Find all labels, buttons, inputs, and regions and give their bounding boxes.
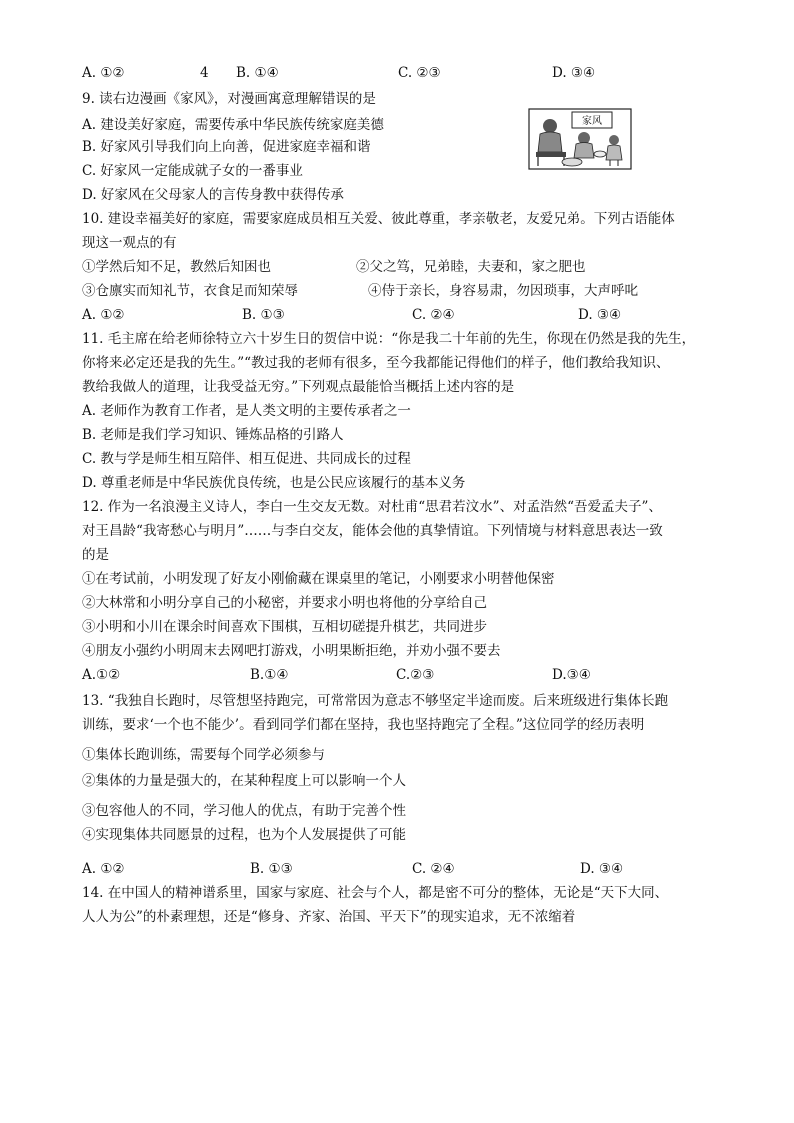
q11-choice-d: D. 尊重老师是中华民族优良传统，也是公民应该履行的基本义务: [82, 475, 466, 491]
q12-option-a: A.①②: [82, 667, 121, 683]
q12-option-c: C.②③: [396, 667, 435, 683]
q13-statement-1: ①集体长跑训练，需要每个同学必须参与: [82, 747, 325, 763]
q13-option-c: C. ②④: [412, 861, 455, 877]
q10-statement-2: ②父之笃，兄弟睦，夫妻和，家之肥也: [356, 259, 586, 275]
q8-option-b: B. ①④: [236, 65, 279, 81]
cartoon-title: 家风: [582, 116, 602, 127]
q11-choice-b: B. 老师是我们学习知识、锤炼品格的引路人: [82, 427, 344, 443]
q10-option-c: C. ②④: [412, 307, 455, 323]
q13-option-b: B. ①③: [250, 861, 293, 877]
q10-option-d: D. ③④: [578, 307, 622, 323]
q12-stem-line-3: 的是: [82, 547, 109, 563]
q9-choice-b: B. 好家风引导我们向上向善，促进家庭幸福和谐: [82, 139, 371, 155]
q10-statement-4: ④侍于亲长，身容易肃，勿因琐事，大声呼叱: [368, 283, 638, 299]
q10-stem-line-2: 现这一观点的有: [82, 235, 177, 251]
family-tradition-cartoon: [528, 108, 632, 170]
q14-stem-line-1: 14. 在中国人的精神谱系里，国家与家庭、社会与个人，都是密不可分的整体，无论是“天下大同、: [82, 885, 669, 901]
q9-choice-a: A. 建设美好家庭，需要传承中华民族传统家庭美德: [82, 117, 384, 133]
q14-stem-line-2: 人人为公”的朴素理想，还是“修身、齐家、治国、平天下”的现实追求，无不浓缩着: [82, 909, 576, 925]
q10-statement-3: ③仓廪实而知礼节，衣食足而知荣辱: [82, 283, 298, 299]
q11-stem-line-2: 你将来必定还是我的先生。”“教过我的老师有很多，至今我都能记得他们的样子，他们教给我知识、: [82, 355, 670, 371]
q12-statement-4: ④朋友小强约小明周末去网吧打游戏，小明果断拒绝，并劝小强不要去: [82, 643, 501, 659]
q8-option-d: D. ③④: [552, 65, 596, 81]
q13-option-a: A. ①②: [82, 861, 125, 877]
q12-statement-3: ③小明和小川在课余时间喜欢下围棋，互相切磋提升棋艺，共同进步: [82, 619, 487, 635]
q10-statement-1: ①学然后知不足，教然后知困也: [82, 259, 271, 275]
q13-stem-line-1: 13. “我独自长跑时，尽管想坚持跑完，可常常因为意志不够坚定半途而废。后来班级进行集体长跑: [82, 693, 669, 709]
q11-stem-line-3: 教给我做人的道理，让我受益无穷。”下列观点最能恰当概括上述内容的是: [82, 379, 515, 395]
q10-option-b: B. ①③: [242, 307, 285, 323]
q11-choice-a: A. 老师作为教育工作者，是人类文明的主要传承者之一: [82, 403, 411, 419]
q13-statement-4: ④实现集体共同愿景的过程，也为个人发展提供了可能: [82, 827, 406, 843]
q13-statement-3: ③包容他人的不同，学习他人的优点，有助于完善个性: [82, 803, 406, 819]
q12-stem-line-2: 对王昌龄“我寄愁心与明月”……与李白交友，能体会他的真挚情谊。下列情境与材料意思表达一致: [82, 523, 663, 539]
q10-option-a: A. ①②: [82, 307, 125, 323]
q12-statement-1: ①在考试前，小明发现了好友小刚偷藏在课桌里的笔记，小刚要求小明替他保密: [82, 571, 555, 587]
q9-choice-d: D. 好家风在父母家人的言传身教中获得传承: [82, 187, 344, 203]
q13-option-d: D. ③④: [580, 861, 624, 877]
q12-option-d: D.③④: [552, 667, 591, 683]
q8-option-a: A. ①②: [82, 65, 125, 81]
q8-stray-mark: 4: [200, 65, 209, 81]
q9-stem: 9. 读右边漫画《家风》，对漫画寓意理解错误的是: [82, 91, 376, 107]
q9-choice-c: C. 好家风一定能成就子女的一番事业: [82, 163, 303, 179]
q11-choice-c: C. 教与学是师生相互陪伴、相互促进、共同成长的过程: [82, 451, 411, 467]
q12-stem-line-1: 12. 作为一名浪漫主义诗人，李白一生交友无数。对杜甫“思君若汶水”、对孟浩然“吾爱孟夫子”、: [82, 499, 662, 515]
q10-stem-line-1: 10. 建设幸福美好的家庭，需要家庭成员相互关爱、彼此尊重，孝亲敬老，友爱兄弟。下列古语能体: [82, 211, 675, 227]
q12-option-b: B.①④: [250, 667, 289, 683]
q12-statement-2: ②大林常和小明分享自己的小秘密，并要求小明也将他的分享给自己: [82, 595, 487, 611]
q8-option-c: C. ②③: [398, 65, 441, 81]
q13-stem-line-2: 训练，要求‘一个也不能少’。看到同学们都在坚持，我也坚持跑完了全程。”这位同学的经历表明: [82, 717, 645, 733]
q11-stem-line-1: 11. 毛主席在给老师徐特立六十岁生日的贺信中说：“你是我二十年前的先生，你现在仍然是我的先生，: [82, 331, 696, 347]
q13-statement-2: ②集体的力量是强大的，在某种程度上可以影响一个人: [82, 773, 406, 789]
